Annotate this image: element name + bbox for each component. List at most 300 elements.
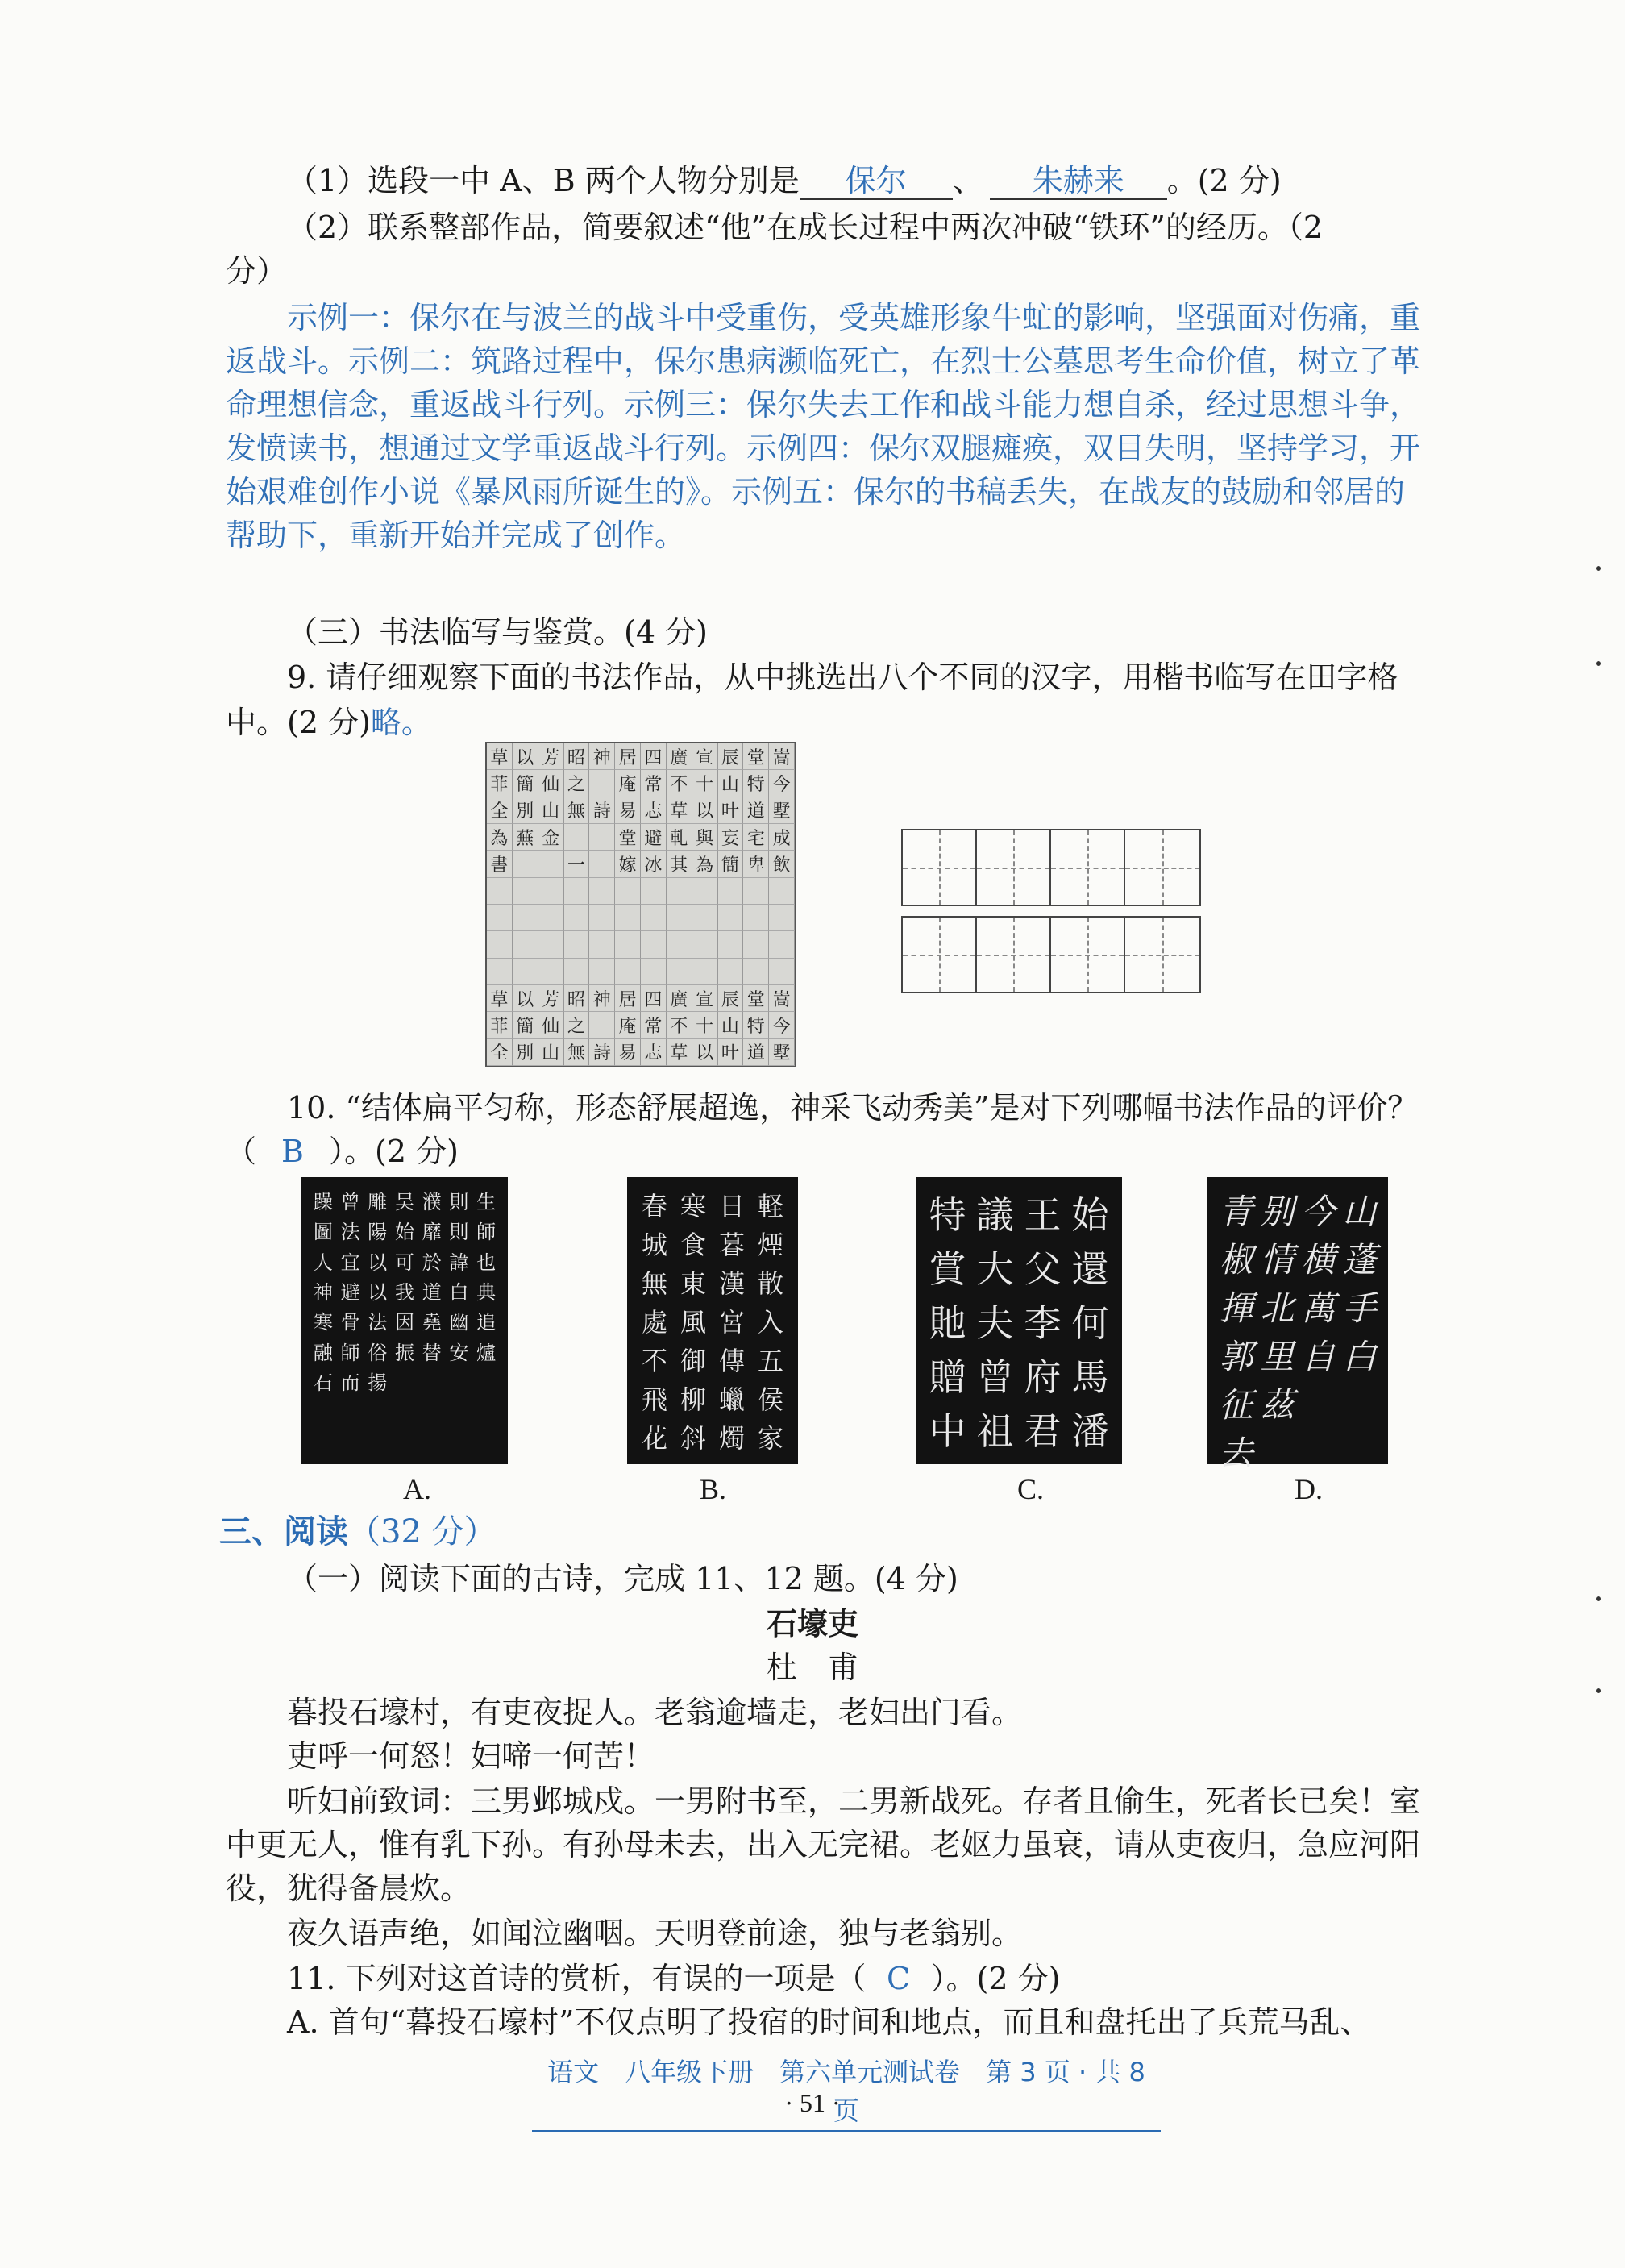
calligraphy-char: 山 xyxy=(538,797,564,824)
rubbing-char: 北 xyxy=(1260,1288,1295,1328)
calligraphy-char xyxy=(718,931,744,958)
calligraphy-char: 以 xyxy=(692,1039,718,1066)
rubbing-char: 圖 xyxy=(313,1221,333,1244)
rubbing-char: 去 xyxy=(1219,1434,1253,1473)
tianzige-cell[interactable] xyxy=(1051,918,1125,992)
rubbing-char: 白 xyxy=(1342,1337,1377,1376)
q8-part1-sep: 、 xyxy=(952,163,983,198)
calligraphy-char: 辰 xyxy=(718,985,744,1012)
rubbing-char: 燭 xyxy=(718,1423,745,1454)
q8-answer-line: 始艰难创作小说《暴风雨所诞生的》。示例五：保尔的书稿丢失，在战友的鼓励和邻居的 xyxy=(226,474,1406,510)
calligraphy-char: 為 xyxy=(487,824,513,851)
calligraphy-char: 四 xyxy=(641,743,667,770)
rubbing-char: 於 xyxy=(422,1251,442,1274)
rubbing-char: 横 xyxy=(1301,1240,1336,1280)
calligraphy-char: 冰 xyxy=(641,851,667,877)
calligraphy-work-image xyxy=(485,742,796,1067)
q9-line2-prefix: 中。(2 分) xyxy=(226,705,371,740)
rubbing-char: 處 xyxy=(641,1307,667,1338)
calligraphy-char: 宣 xyxy=(692,743,718,770)
calligraphy-char xyxy=(769,959,795,985)
calligraphy-char xyxy=(718,905,744,931)
calligraphy-char: 昭 xyxy=(564,743,590,770)
calligraphy-char: 志 xyxy=(641,797,667,824)
calligraphy-char xyxy=(589,824,615,851)
tianzige-cell[interactable] xyxy=(1051,830,1125,905)
calligraphy-char: 堂 xyxy=(615,824,641,851)
calligraphy-char xyxy=(487,931,513,958)
calligraphy-char xyxy=(487,878,513,905)
rubbing-char: 自 xyxy=(1301,1337,1336,1376)
calligraphy-char xyxy=(538,931,564,958)
rubbing-char: 揚 xyxy=(368,1371,388,1395)
option-b-label: B. xyxy=(700,1473,727,1505)
tianzige-row-2[interactable] xyxy=(901,916,1201,993)
q10-paren-open: （ xyxy=(226,1134,257,1169)
rubbing-char: 征 xyxy=(1219,1385,1253,1425)
calligraphy-char xyxy=(487,905,513,931)
rubbing-char: 御 xyxy=(680,1346,706,1376)
calligraphy-char: 嵩 xyxy=(769,985,795,1012)
calligraphy-char: 蕪 xyxy=(513,824,538,851)
calligraphy-char: 山 xyxy=(538,1039,564,1066)
rubbing-char: 君 xyxy=(1024,1409,1062,1454)
calligraphy-char: 居 xyxy=(615,743,641,770)
calligraphy-char: 道 xyxy=(743,797,769,824)
calligraphy-char xyxy=(589,851,615,877)
rubbing-char: 馬 xyxy=(1071,1355,1109,1400)
calligraphy-char: 詩 xyxy=(589,1039,615,1066)
poem-line: 听妇前致词：三男邺城戍。一男附书至，二男新战死。存者且偷生，死者长已矣！室 xyxy=(287,1783,1421,1819)
rubbing-char: 里 xyxy=(1260,1337,1295,1376)
calligraphy-char: 四 xyxy=(641,985,667,1012)
q8-part1 xyxy=(226,158,1282,203)
rubbing-char: 法 xyxy=(368,1311,388,1334)
q8-answer-line: 命理想信念，重返战斗行列。示例三：保尔失去工作和战斗能力想自杀，经过思想斗争， xyxy=(226,387,1421,422)
rubbing-char: 日 xyxy=(718,1191,745,1221)
calligraphy-char: 以 xyxy=(692,797,718,824)
rubbing-char: 師 xyxy=(476,1221,497,1244)
rubbing-char: 神 xyxy=(313,1281,333,1305)
rubbing-char: 融 xyxy=(313,1341,333,1364)
rubbing-char: 無 xyxy=(641,1268,667,1299)
calligraphy-char: 之 xyxy=(564,770,590,797)
calligraphy-char xyxy=(743,878,769,905)
calligraphy-char xyxy=(667,905,692,931)
calligraphy-char: 庵 xyxy=(615,770,641,797)
calligraphy-char: 堂 xyxy=(743,743,769,770)
q8-answer-a: 保尔 xyxy=(800,163,953,200)
rubbing-char: 東 xyxy=(680,1268,706,1299)
calligraphy-char: 山 xyxy=(718,1012,744,1038)
calligraphy-char xyxy=(692,931,718,958)
rubbing-char: 李 xyxy=(1024,1300,1062,1345)
rubbing-char xyxy=(1339,1379,1380,1427)
q9-line2 xyxy=(226,700,432,745)
rubbing-char: 典 xyxy=(476,1281,497,1305)
rubbing-char: 石 xyxy=(313,1371,333,1395)
calligraphy-char: 卑 xyxy=(743,851,769,877)
calligraphy-char xyxy=(769,878,795,905)
calligraphy-char xyxy=(769,905,795,931)
calligraphy-char: 道 xyxy=(743,1039,769,1066)
calligraphy-char: 書 xyxy=(487,851,513,877)
rubbing-char: 也 xyxy=(476,1251,497,1274)
calligraphy-char xyxy=(538,878,564,905)
calligraphy-char xyxy=(743,931,769,958)
rubbing-char: 白 xyxy=(449,1281,469,1305)
calligraphy-char: 草 xyxy=(487,985,513,1012)
calligraphy-char: 今 xyxy=(769,770,795,797)
calligraphy-char xyxy=(538,905,564,931)
rubbing-char: 潘 xyxy=(1071,1409,1109,1454)
q10-line2 xyxy=(226,1129,459,1174)
rubbing-char: 宮 xyxy=(718,1307,745,1338)
rubbing-char: 散 xyxy=(757,1268,783,1299)
calligraphy-char xyxy=(667,931,692,958)
calligraphy-char: 今 xyxy=(769,1012,795,1038)
q8-answer-line: 发愤读书，想通过文学重返战斗行列。示例四：保尔双腿瘫痪，双目失明，坚持学习，开 xyxy=(226,431,1421,466)
calligraphy-char xyxy=(564,878,590,905)
calligraphy-char: 詩 xyxy=(589,797,615,824)
calligraphy-char: 志 xyxy=(641,1039,667,1066)
margin-dot xyxy=(1596,566,1601,571)
reading-heading-title: 三、阅读 xyxy=(219,1513,348,1550)
calligraphy-char: 其 xyxy=(667,851,692,877)
rubbing-char: 侯 xyxy=(757,1384,783,1415)
tianzige-cell[interactable] xyxy=(1125,830,1199,905)
rubbing-char: 安 xyxy=(449,1341,469,1364)
poem-author: 杜 甫 xyxy=(766,1650,858,1685)
rubbing-char: 暮 xyxy=(718,1230,745,1260)
rubbing-char: 始 xyxy=(394,1221,414,1244)
calligraphy-char xyxy=(743,959,769,985)
calligraphy-char: 避 xyxy=(641,824,667,851)
calligraphy-char: 嵩 xyxy=(769,743,795,770)
rubbing-char: 蓬 xyxy=(1342,1240,1377,1280)
rubbing-char: 情 xyxy=(1260,1240,1295,1280)
rubbing-char: 府 xyxy=(1024,1355,1062,1400)
calligraphy-char xyxy=(538,959,564,985)
calligraphy-char xyxy=(589,1012,615,1038)
rubbing-char: 贈 xyxy=(929,1355,966,1400)
rubbing-char: 軽 xyxy=(757,1191,783,1221)
rubbing-char: 雕 xyxy=(368,1191,388,1214)
calligraphy-char xyxy=(667,959,692,985)
calligraphy-option-c-image xyxy=(916,1177,1122,1464)
calligraphy-char: 宣 xyxy=(692,985,718,1012)
rubbing-char: 宜 xyxy=(340,1251,360,1274)
rubbing-char: 飛 xyxy=(641,1384,667,1415)
calligraphy-char xyxy=(718,878,744,905)
rubbing-char: 我 xyxy=(394,1281,414,1305)
q10-line1: 10. “结体扁平匀称，形态舒展超逸，神采飞动秀美”是对下列哪幅书法作品的评价？ xyxy=(287,1090,1419,1126)
rubbing-char: 振 xyxy=(394,1341,414,1364)
rubbing-char: 揮 xyxy=(1219,1288,1253,1328)
calligraphy-char: 草 xyxy=(667,797,692,824)
rubbing-char: 何 xyxy=(1071,1300,1109,1345)
rubbing-char: 春 xyxy=(641,1191,667,1221)
q11-option-a: A. 首句“暮投石壕村”不仅点明了投宿的时间和地点，而且和盘托出了兵荒马乱、 xyxy=(287,2004,1371,2040)
page-number: · 51 · xyxy=(784,2088,841,2117)
rubbing-char: 祖 xyxy=(976,1409,1014,1454)
q11-answer: C xyxy=(886,1961,911,1996)
rubbing-char: 師 xyxy=(340,1341,360,1364)
calligraphy-char: 草 xyxy=(667,1039,692,1066)
calligraphy-char: 堂 xyxy=(743,985,769,1012)
rubbing-char: 堯 xyxy=(422,1311,442,1334)
calligraphy-option-d-image xyxy=(1207,1177,1388,1473)
rubbing-char: 風 xyxy=(680,1307,706,1338)
rubbing-char: 中 xyxy=(929,1409,966,1454)
calligraphy-char: 神 xyxy=(589,743,615,770)
q8-part1-suffix: 。(2 分) xyxy=(1166,163,1282,198)
calligraphy-char xyxy=(743,905,769,931)
poem-line: 役，犹得备晨炊。 xyxy=(226,1871,472,1906)
calligraphy-char xyxy=(615,878,641,905)
calligraphy-char: 金 xyxy=(538,824,564,851)
reading-heading xyxy=(219,1509,497,1554)
calligraphy-char: 昭 xyxy=(564,985,590,1012)
rubbing-char: 傳 xyxy=(718,1346,745,1376)
rubbing-char: 道 xyxy=(422,1281,442,1305)
rubbing-char: 蠟 xyxy=(718,1384,745,1415)
rubbing-char: 議 xyxy=(976,1192,1014,1237)
calligraphy-char: 嫁 xyxy=(615,851,641,877)
q9-line1: 9. 请仔细观察下面的书法作品，从中挑选出八个不同的汉字，用楷书临写在田字格 xyxy=(287,660,1398,695)
tianzige-row-1[interactable] xyxy=(901,829,1201,906)
calligraphy-char xyxy=(589,931,615,958)
calligraphy-char: 妄 xyxy=(718,824,744,851)
calligraphy-char: 與 xyxy=(692,824,718,851)
option-c-label: C. xyxy=(1017,1473,1045,1505)
rubbing-char: 茲 xyxy=(1260,1385,1295,1425)
rubbing-char: 父 xyxy=(1024,1246,1062,1291)
rubbing-char: 以 xyxy=(368,1281,388,1305)
rubbing-char: 陽 xyxy=(368,1221,388,1244)
rubbing-char: 濮 xyxy=(422,1191,442,1214)
margin-dot xyxy=(1596,1688,1601,1693)
rubbing-char: 以 xyxy=(368,1251,388,1274)
q8-answer-line: 返战斗。示例二：筑路过程中，保尔患病濒临死亡，在烈士公墓思考生命价值，树立了革 xyxy=(226,343,1421,379)
rubbing-char: 花 xyxy=(641,1423,667,1454)
calligraphy-char xyxy=(564,905,590,931)
rubbing-char: 五 xyxy=(757,1346,783,1376)
rubbing-char: 則 xyxy=(449,1191,469,1214)
calligraphy-char xyxy=(641,931,667,958)
rubbing-char: 不 xyxy=(641,1346,667,1376)
calligraphy-char: 神 xyxy=(589,985,615,1012)
rubbing-char: 則 xyxy=(449,1221,469,1244)
calligraphy-char: 辰 xyxy=(718,743,744,770)
rubbing-char: 食 xyxy=(680,1230,706,1260)
calligraphy-char: 以 xyxy=(513,985,538,1012)
rubbing-char: 吴 xyxy=(394,1191,414,1214)
tianzige-cell[interactable] xyxy=(977,918,1051,992)
rubbing-char: 手 xyxy=(1342,1288,1377,1328)
rubbing-char: 法 xyxy=(340,1221,360,1244)
q11-prefix: 11. 下列对这首诗的赏析，有误的一项是（ xyxy=(287,1961,867,1996)
calligraphy-char: 簡 xyxy=(513,770,538,797)
calligraphy-char xyxy=(589,959,615,985)
calligraphy-char xyxy=(513,959,538,985)
rubbing-char: 替 xyxy=(422,1341,442,1364)
rubbing-char: 可 xyxy=(394,1251,414,1274)
rubbing-char: 幽 xyxy=(449,1311,469,1334)
rubbing-char: 生 xyxy=(476,1191,497,1214)
calligraphy-char xyxy=(513,878,538,905)
poem-line: 吏呼一何怒！妇啼一何苦！ xyxy=(287,1738,655,1774)
margin-dot xyxy=(1596,1596,1601,1601)
q8-part2-line1: （2）联系整部作品，简要叙述“他”在成长过程中两次冲破“铁环”的经历。（2 xyxy=(287,210,1324,245)
calligraphy-char xyxy=(513,851,538,877)
rubbing-char xyxy=(1298,1379,1339,1427)
calligraphy-char: 軋 xyxy=(667,824,692,851)
q9-answer: 略。 xyxy=(370,705,432,740)
calligraphy-char xyxy=(589,770,615,797)
calligraphy-option-a-image xyxy=(301,1177,508,1464)
calligraphy-char: 飲 xyxy=(769,851,795,877)
calligraphy-char xyxy=(538,851,564,877)
calligraphy-char: 仙 xyxy=(538,770,564,797)
calligraphy-char xyxy=(589,878,615,905)
rubbing-char: 寒 xyxy=(313,1311,333,1334)
rubbing-char: 因 xyxy=(394,1311,414,1334)
calligraphy-char: 仙 xyxy=(538,1012,564,1038)
calligraphy-char: 宅 xyxy=(743,824,769,851)
rubbing-char: 入 xyxy=(757,1307,783,1338)
poem-line: 夜久语声绝，如闻泣幽咽。天明登前途，独与老翁别。 xyxy=(287,1916,1023,1951)
q11-suffix: ）。(2 分) xyxy=(930,1961,1061,1996)
rubbing-char: 萬 xyxy=(1301,1288,1336,1328)
rubbing-char: 大 xyxy=(976,1246,1014,1291)
tianzige-cell[interactable] xyxy=(1125,918,1199,992)
calligraphy-char: 墅 xyxy=(769,797,795,824)
rubbing-char: 柳 xyxy=(680,1384,706,1415)
rubbing-char: 寒 xyxy=(680,1191,706,1221)
rubbing-char: 斜 xyxy=(680,1423,706,1454)
calligraphy-char: 不 xyxy=(667,770,692,797)
tianzige-cell[interactable] xyxy=(977,830,1051,905)
calligraphy-char xyxy=(692,959,718,985)
rubbing-char: 煙 xyxy=(757,1230,783,1260)
rubbing-char: 特 xyxy=(929,1192,966,1237)
rubbing-char: 城 xyxy=(641,1230,667,1260)
calligraphy-char xyxy=(615,959,641,985)
calligraphy-char: 十 xyxy=(692,770,718,797)
q8-answer-b: 朱赫来 xyxy=(990,163,1167,200)
rubbing-char: 而 xyxy=(340,1371,360,1395)
rubbing-char: 貤 xyxy=(929,1300,966,1345)
calligraphy-char xyxy=(718,959,744,985)
calligraphy-char: 廣 xyxy=(667,985,692,1012)
rubbing-char: 椒 xyxy=(1219,1240,1253,1280)
calligraphy-char xyxy=(513,931,538,958)
poem-line: 中更无人，惟有乳下孙。有孙母未去，出入无完裙。老妪力虽衰，请从吏夜归，急应河阳 xyxy=(226,1827,1421,1862)
calligraphy-char xyxy=(769,931,795,958)
calligraphy-char: 居 xyxy=(615,985,641,1012)
calligraphy-char: 無 xyxy=(564,797,590,824)
calligraphy-char: 簡 xyxy=(718,851,744,877)
calligraphy-char: 不 xyxy=(667,1012,692,1038)
calligraphy-char xyxy=(692,878,718,905)
rubbing-char: 漢 xyxy=(718,1268,745,1299)
calligraphy-char: 庵 xyxy=(615,1012,641,1038)
calligraphy-char xyxy=(615,931,641,958)
rubbing-char: 山 xyxy=(1342,1192,1377,1231)
calligraphy-char xyxy=(589,905,615,931)
poem-line: 暮投石壕村，有吏夜捉人。老翁逾墙走，老妇出门看。 xyxy=(287,1695,1023,1730)
q8-answer-line: 帮助下，重新开始并完成了创作。 xyxy=(226,518,686,553)
rubbing-char: 俗 xyxy=(368,1341,388,1364)
calligraphy-char xyxy=(564,824,590,851)
reading-heading-score: （32 分） xyxy=(348,1513,497,1550)
q8-part1-prefix: （1）选段一中 A、B 两个人物分别是 xyxy=(287,163,800,198)
tianzige-cell[interactable] xyxy=(903,830,977,905)
calligraphy-char: 一 xyxy=(564,851,590,877)
rubbing-char: 王 xyxy=(1024,1192,1062,1237)
rubbing-char: 今 xyxy=(1301,1192,1336,1231)
calligraphy-char: 易 xyxy=(615,1039,641,1066)
tianzige-cell[interactable] xyxy=(903,918,977,992)
calligraphy-char: 特 xyxy=(743,1012,769,1038)
rubbing-char: 曾 xyxy=(340,1191,360,1214)
calligraphy-char: 山 xyxy=(718,770,744,797)
rubbing-char: 避 xyxy=(340,1281,360,1305)
calligraphy-char: 成 xyxy=(769,824,795,851)
option-a-label: A. xyxy=(403,1473,431,1505)
rubbing-char: 躁 xyxy=(313,1191,333,1214)
calligraphy-char xyxy=(513,905,538,931)
rubbing-char: 骨 xyxy=(340,1311,360,1334)
q8-answer-line: 示例一：保尔在与波兰的战斗中受重伤，受英雄形象牛虻的影响，坚强面对伤痛，重 xyxy=(287,300,1421,335)
q10-answer: B xyxy=(281,1134,304,1169)
calligraphy-char xyxy=(641,959,667,985)
rubbing-char: 靡 xyxy=(422,1221,442,1244)
q10-paren-close: ）。(2 分) xyxy=(329,1134,459,1169)
rubbing-char: 家 xyxy=(757,1423,783,1454)
calligraphy-char: 為 xyxy=(692,851,718,877)
calligraphy-char xyxy=(564,931,590,958)
rubbing-char: 賞 xyxy=(929,1246,966,1291)
rubbing-char: 爐 xyxy=(476,1341,497,1364)
q11-stem xyxy=(287,1956,1060,2001)
calligraphy-char: 無 xyxy=(564,1039,590,1066)
calligraphy-char xyxy=(667,878,692,905)
calligraphy-char: 常 xyxy=(641,1012,667,1038)
calligraphy-char xyxy=(641,878,667,905)
rubbing-char: 青 xyxy=(1219,1192,1253,1231)
calligraphy-char: 別 xyxy=(513,797,538,824)
margin-dot xyxy=(1596,661,1601,666)
calligraphy-char: 之 xyxy=(564,1012,590,1038)
calligraphy-char: 別 xyxy=(513,1039,538,1066)
rubbing-char: 郭 xyxy=(1219,1337,1253,1376)
calligraphy-option-b-image xyxy=(627,1177,798,1464)
rubbing-char: 諱 xyxy=(449,1251,469,1274)
rubbing-char: 始 xyxy=(1071,1192,1109,1237)
calligraphy-char: 十 xyxy=(692,1012,718,1038)
calligraphy-char: 易 xyxy=(615,797,641,824)
calligraphy-char xyxy=(564,959,590,985)
rubbing-char: 人 xyxy=(313,1251,333,1274)
calligraphy-char: 常 xyxy=(641,770,667,797)
calligraphy-char: 以 xyxy=(513,743,538,770)
option-d-label: D. xyxy=(1295,1473,1323,1505)
calligraphy-char: 菲 xyxy=(487,1012,513,1038)
calligraphy-char: 廣 xyxy=(667,743,692,770)
rubbing-char: 夫 xyxy=(976,1300,1014,1345)
